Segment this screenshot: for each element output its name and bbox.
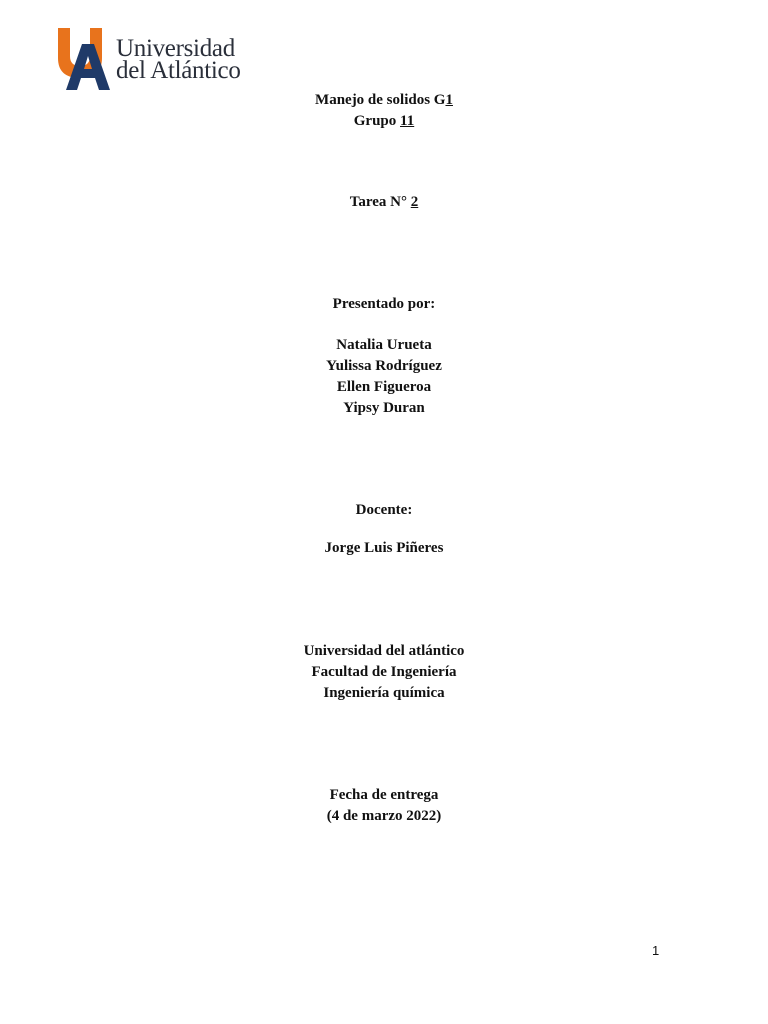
presented-by-heading: Presentado por: bbox=[332, 296, 436, 312]
delivery-heading: Fecha de entrega bbox=[329, 787, 439, 803]
page-number: 1 bbox=[652, 943, 660, 958]
logo-line-1: Universidad bbox=[116, 35, 235, 62]
university-emblem-icon bbox=[56, 26, 112, 92]
program-name: Ingeniería química bbox=[323, 685, 445, 701]
teacher-block bbox=[0, 500, 768, 559]
university-name: Universidad del atlántico bbox=[303, 643, 465, 659]
author-name: Yipsy Duran bbox=[343, 400, 425, 416]
teacher-heading: Docente: bbox=[355, 502, 413, 518]
course-title: Manejo de solidos G1 bbox=[315, 92, 453, 108]
presented-by-block bbox=[0, 294, 768, 419]
author-name: Natalia Urueta bbox=[336, 337, 432, 353]
author-name: Ellen Figueroa bbox=[336, 379, 432, 395]
title-block bbox=[0, 90, 768, 132]
delivery-block bbox=[0, 785, 768, 827]
task-line: Tarea N° 2 bbox=[349, 194, 419, 210]
task-block bbox=[0, 192, 768, 213]
university-wordmark bbox=[116, 35, 241, 84]
institution-block bbox=[0, 641, 768, 704]
university-logo bbox=[56, 26, 246, 94]
faculty-name: Facultad de Ingeniería bbox=[311, 664, 457, 680]
delivery-date: (4 de marzo 2022) bbox=[326, 808, 442, 824]
author-name: Yulissa Rodríguez bbox=[326, 358, 442, 374]
group-line: Grupo 11 bbox=[353, 113, 415, 129]
teacher-name: Jorge Luis Piñeres bbox=[324, 540, 444, 556]
logo-line-2: del Atlántico bbox=[116, 57, 241, 84]
